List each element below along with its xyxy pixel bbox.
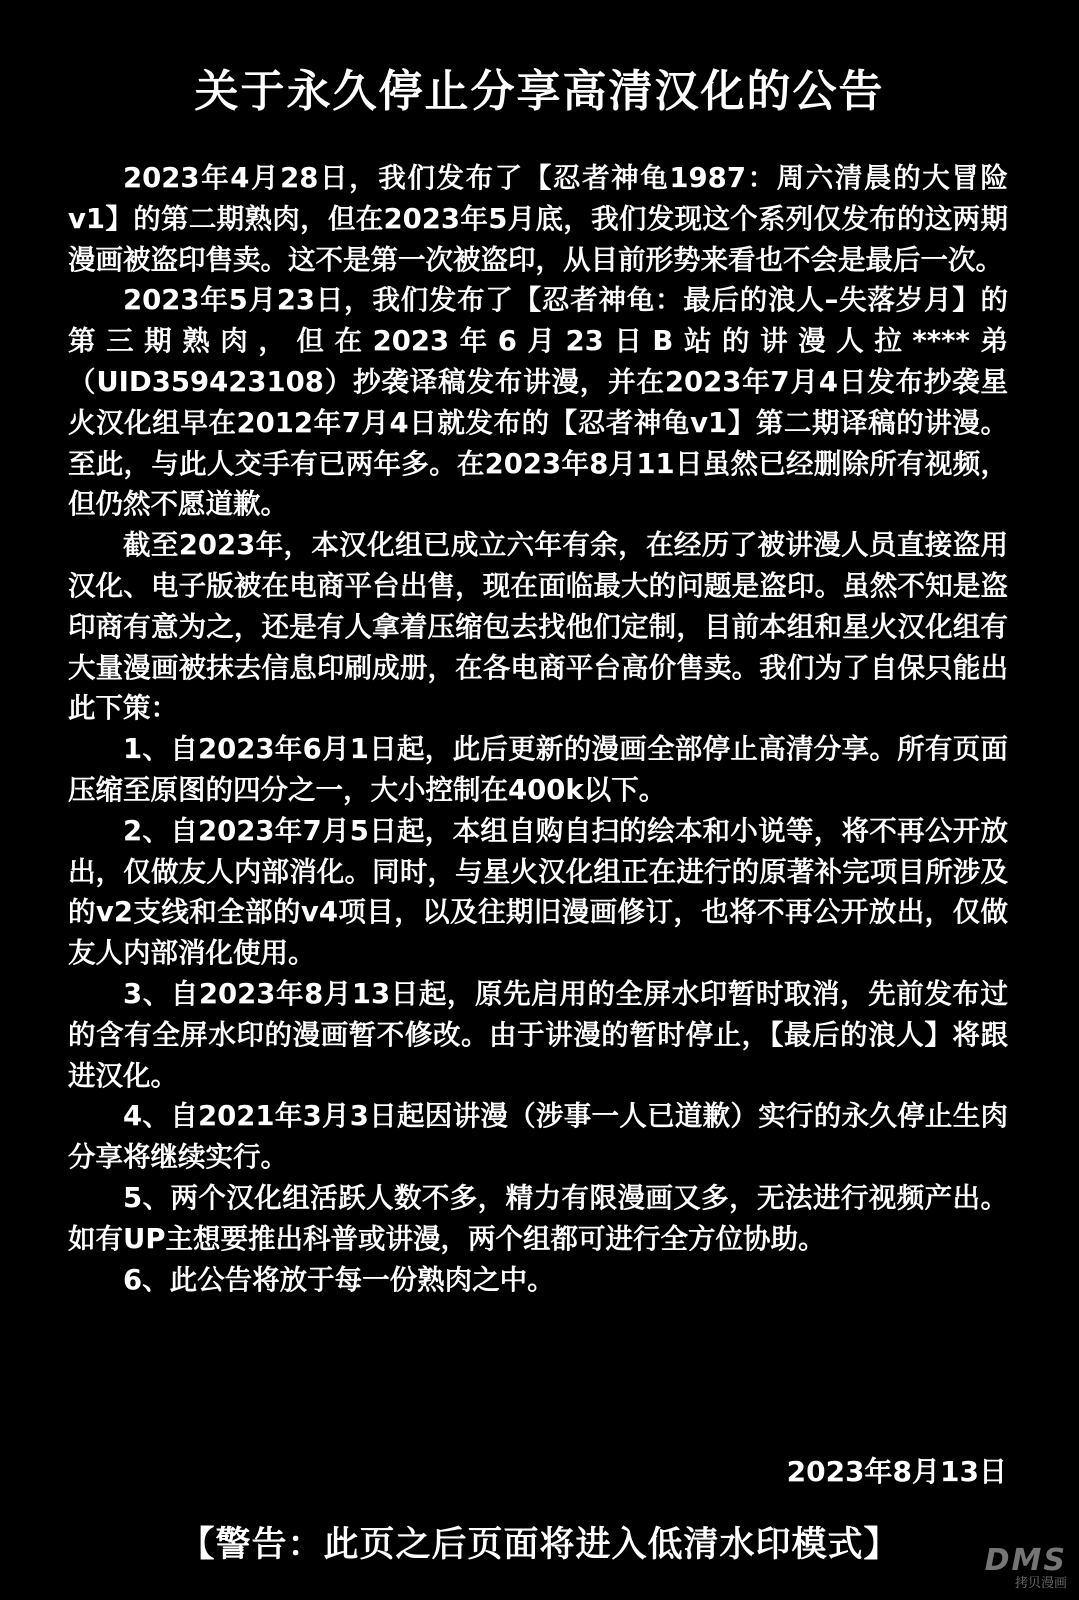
watermark-logo-text: DMS <box>984 1543 1067 1578</box>
list-item-5: 5、两个汉化组活跃人数不多，精力有限漫画又多，无法进行视频产出。如有UP主想要推出科普或讲漫，两个组都可进行全方位协助。 <box>68 1181 1008 1255</box>
announcement-date: 2023年8月13日 <box>786 1455 1007 1488</box>
list-item-4: 4、自2021年3月3日起因讲漫（涉事一人已道歉）实行的永久停止生肉分享将继续实行。 <box>68 1100 1008 1174</box>
watermark-subtitle: 拷贝漫画 <box>1014 1576 1067 1591</box>
paragraph-1: 2023年4月28日，我们发布了【忍者神龟1987：周六清晨的大冒险v1】的第二期熟肉，但在2023年5月底，我们发现这个系列仅发布的这两期漫画被盗印售卖。这不是第一次被盗印，从目前形势来看也不会是最后一次。 <box>68 162 1008 276</box>
list-item-1: 1、自2023年6月1日起，此后更新的漫画全部停止高清分享。所有页面压缩至原图的四分之一，大小控制在400k以下。 <box>68 733 1008 806</box>
paragraph-3: 截至2023年，本汉化组已成立六年有余，在经历了被讲漫人员直接盗用汉化、电子版被在电商平台出售，现在面临最大的问题是盗印。虽然不知是盗印商有意为之，还是有人拿着压缩包去找他们定制，目前本组和星火汉化组有大量漫画被抹去信息印刷成册，在各电商平台高价售卖。我们为了自保只能出此下策： <box>68 529 1008 725</box>
paragraph-2: 2023年5月23日，我们发布了【忍者神龟：最后的浪人–失落岁月】的第三期熟肉，但在2023年6月23日B站的讲漫人拉****弟（UID359423108）抄袭译稿发布讲漫，并在2023年7月4日发布抄袭星火汉化组早在2012年7月4日就发布的【忍者神龟v1】第二期译稿的讲漫。至此，与此人交手有已两年多。在2023年8月11日虽然已经删除所有视频，但仍然不愿道歉。 <box>68 284 1008 521</box>
list-item-3: 3、自2023年8月13日起，原先启用的全屏水印暂时取消，先前发布过的含有全屏水印的漫画暂不修改。由于讲漫的暂时停止，【最后的浪人】将跟进汉化。 <box>68 977 1008 1092</box>
announcement-body <box>68 158 1008 1300</box>
list-item-6: 6、此公告将放于每一份熟肉之中。 <box>123 1263 555 1296</box>
page-title: 关于永久停止分享高清汉化的公告 <box>194 66 885 117</box>
watermark-logo <box>984 1543 1067 1592</box>
warning-banner: 【警告：此页之后页面将进入低清水印模式】 <box>179 1525 900 1565</box>
list-item-2: 2、自2023年7月5日起，本组自购自扫的绘本和小说等，将不再公开放出，仅做友人内部消化。同时，与星火汉化组正在进行的原著补完项目所涉及的v2支线和全部的v4项目，以及往期旧漫画修订，也将不再公开放出，仅做友人内部消化使用。 <box>68 814 1008 970</box>
